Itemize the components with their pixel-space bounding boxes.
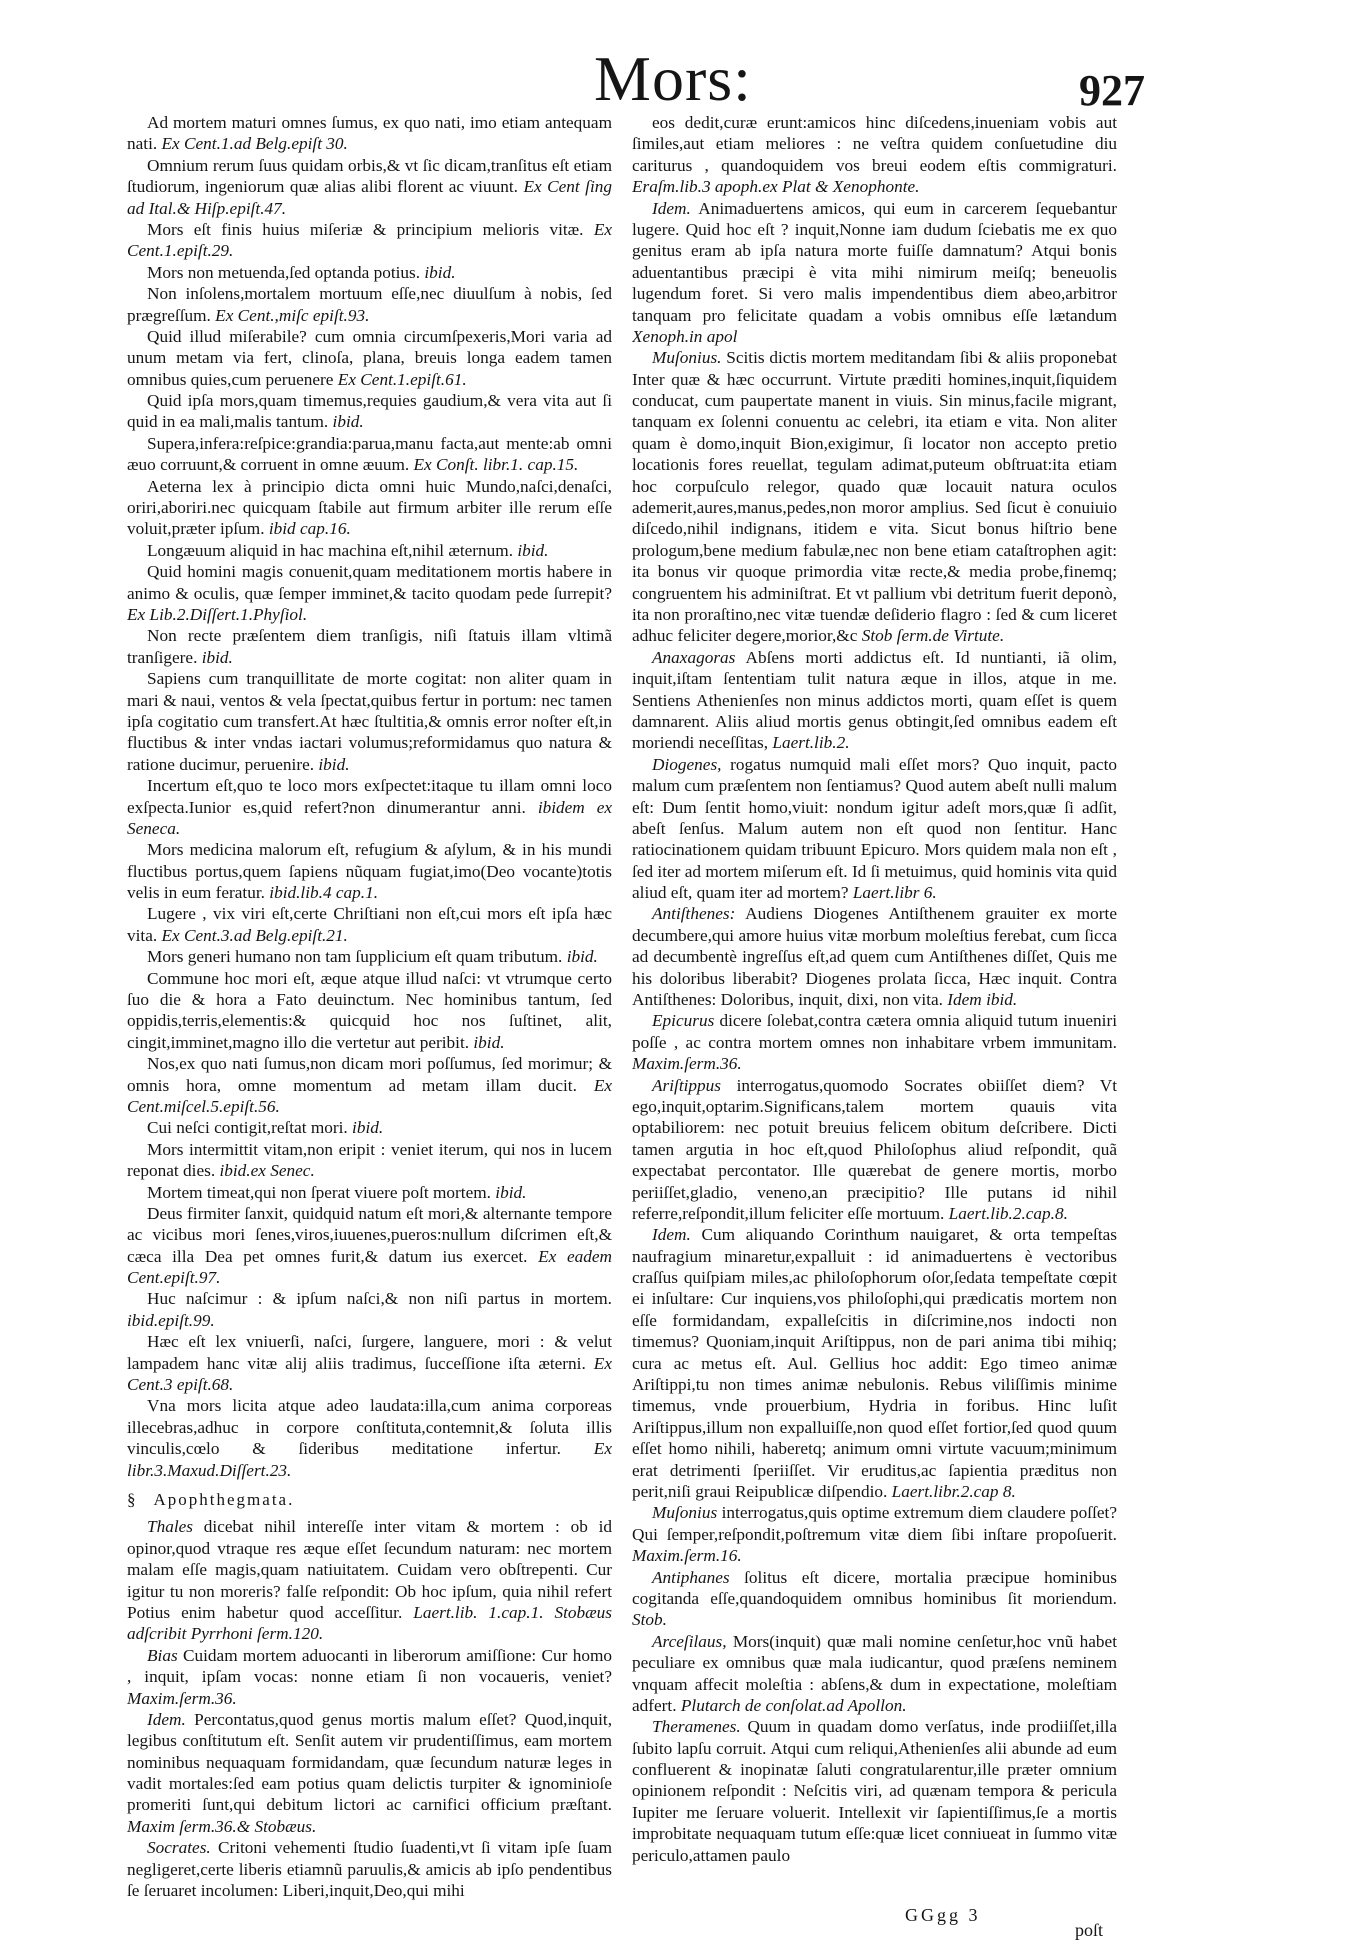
sentence-paragraph — [127, 775, 612, 839]
apophthegm-paragraph — [127, 1516, 612, 1644]
paragraph-text: Nos,ex quo nati ſumus,non dicam mori poſſumus, ſed morimur; & omnis hora, omne momentum ad metam illam ducit. — [127, 1054, 612, 1095]
citation: Laert.lib.2. — [772, 733, 850, 753]
apophthegm-paragraph — [127, 1709, 612, 1837]
apophthegm-paragraph — [632, 1716, 1117, 1866]
paragraph-text: Incertum eſt,quo te loco mors exſpectet:itaque tu illam omni loco exſpecta.Iunior es,quid refert?non dinumerantur anni. — [127, 776, 612, 817]
citation: ibid. — [201, 647, 233, 667]
paragraph-text: ſolitus eſt dicere, mortalia præcipue hominibus cogitanda eſſe,quandoquidem omnibus hominibus ſit moriendum. — [632, 1567, 1117, 1608]
citation: Maxim.ſerm.36. — [632, 1054, 742, 1074]
paragraph-text: Cuidam mortem aduocanti in liberorum amiſſione: Cur homo , inquit, ipſam vocas: nonne etiam ſi non vocaueris, veniet? — [127, 1645, 612, 1687]
sentence-paragraph — [127, 1117, 612, 1138]
paragraph-text: Mors generi humano non tam ſupplicium eſt quam tributum. — [147, 947, 563, 967]
left-paragraphs — [127, 112, 612, 1481]
citation: ibid.epiſt.99. — [127, 1310, 215, 1330]
sentence-paragraph — [127, 839, 612, 903]
signature-mark: GGgg 3 — [905, 1905, 981, 1925]
citation: Ex Lib.2.Diſſert.1.Phyſiol. — [127, 604, 308, 624]
speaker-name: Socrates. — [147, 1838, 211, 1858]
apophthegm-paragraph — [632, 198, 1117, 348]
right-column — [632, 112, 1117, 1912]
citation: Ex Cent.3 epiſt.68. — [127, 1353, 612, 1395]
apophthegm-paragraph — [632, 754, 1117, 904]
paragraph-text: Percontatus,quod genus mortis malum eſſet? Quod,inquit, legibus conſtitutum eſt. Senſit autem vir prudentiſſimus, eam mortem nominibus nequaquam formidandam, quæ ſecundum naturæ leges in vadit mortales:ſed eam potius quam delictis turpiter & ignominioſe promeriti ſunt,qui debitum lictori ac carnifici officium præſtant. — [127, 1709, 612, 1815]
speaker-name: Ariſtippus — [652, 1075, 722, 1095]
speaker-name: Muſonius — [652, 1503, 718, 1523]
apophthegm-paragraph — [127, 1837, 612, 1901]
paragraph-text: Non inſolens,mortalem mortuum eſſe,nec diuulſum à nobis, ſed prægreſſum. — [127, 284, 612, 325]
paragraph-text: Huc naſcimur : & ipſum naſci,& non niſi partus in mortem. — [147, 1289, 612, 1309]
paragraph-text: Sapiens cum tranquillitate de morte cogitat: non aliter quam in mari & naui, ventos & vela ſpectat,quibus fertur in portum: nec tamen ipſa cogitatio cum transfert.At hæc ſtultitia,& omnis error noſter eſt,in fluctibus & inter vndas iactari volumus;reformidamus quo natura & ratione ducimur, peruenire. — [127, 669, 612, 774]
citation: ibid.ex Senec. — [219, 1161, 315, 1181]
catchword: poſt — [1075, 1920, 1104, 1940]
citation: Xenoph.in apol — [632, 326, 738, 346]
citation: ibid.lib.4 cap.1. — [269, 883, 379, 903]
apophthegm-paragraph — [632, 1075, 1117, 1225]
sentence-paragraph — [127, 476, 612, 540]
citation: Ex Conſt. libr.1. cap.15. — [413, 455, 579, 475]
apophthegm-paragraph — [632, 1010, 1117, 1074]
running-head: Mors: — [594, 43, 752, 114]
citation: ibid. — [332, 412, 364, 432]
paragraph-text: Animaduertens amicos, qui eum in carcerem ſequebantur lugere. Quid hoc eſt ? inquit,Nonne iam dudum ſciebatis me ex quo genitus eram ab ipſa natura morte fuiſſe damnatum? Atqui bonis aduentantibus præcipi è vita mihi nimirum meiſq; beneuolis lugendum foret. Si vero malis impendentibus diem abeo,arbitror tanquam pro felicitate quadam a vobis omnibus eſſe lætandum — [632, 198, 1117, 325]
speaker-name: Idem. — [652, 1225, 691, 1245]
speaker-name: Antiſthenes: — [652, 904, 736, 924]
speaker-name: Idem. — [652, 198, 691, 218]
citation: Ex Cent.miſcel.5.epiſt.56. — [127, 1075, 612, 1116]
citation: ibid cap.16. — [268, 519, 351, 539]
citation: Maxim ſerm.36.& Stobæus. — [127, 1816, 317, 1836]
citation: ibidem ex Seneca. — [127, 797, 612, 838]
speaker-name: Arceſilaus, — [652, 1631, 727, 1651]
sentence-paragraph — [127, 390, 612, 433]
sentence-paragraph — [127, 262, 612, 283]
sentence-paragraph — [127, 1053, 612, 1117]
sentence-paragraph — [127, 283, 612, 326]
left-column — [127, 112, 612, 1912]
citation: Stob. — [632, 1610, 667, 1630]
citation: ibid. — [318, 754, 350, 774]
apophthegmata-heading — [127, 1489, 612, 1510]
sentence-paragraph — [127, 112, 612, 155]
speaker-name: Antiphanes — [652, 1567, 730, 1587]
citation: Laert.libr 6. — [852, 883, 937, 903]
paragraph-text: Mors(inquit) quæ mali nomine cenſetur,hoc vnũ habet peculiare ex omnibus quæ mala iudicantur, quod præſens neminem vnquam affecit moleſtia : abſens,& dum in expectatione, moleſtiam adfert. — [632, 1631, 1117, 1715]
apophthegm-paragraph — [632, 1502, 1117, 1566]
citation: Maxim.ſerm.36. — [127, 1688, 237, 1708]
sentence-paragraph — [127, 968, 612, 1054]
citation: ibid. — [473, 1032, 505, 1052]
citation: Ex Cent.1.epiſt.29. — [127, 219, 612, 261]
section-title: Apophthegmata. — [153, 1490, 295, 1509]
citation: Ex eadem Cent.epiſt.97. — [127, 1246, 612, 1288]
apophthegm-paragraph — [632, 647, 1117, 754]
citation: ibid. — [566, 947, 598, 967]
paragraph-text: Mortem timeat,qui non ſperat viuere poſt mortem. — [147, 1182, 491, 1202]
citation: ibid. — [424, 262, 456, 282]
paragraph-text: Mors non metuenda,ſed optanda potius. — [147, 262, 421, 282]
speaker-name: Muſonius. — [652, 348, 722, 368]
paragraph-text: Quid illud miſerabile? cum omnia circumſpexeris,Mori varia ad unum metam via fert, clinoſa, plana, breuis longa eadem tamen omnibus quies,cum peruenere — [127, 326, 612, 389]
citation: Ex Cent.1.epiſt.61. — [337, 369, 467, 389]
paragraph-text: Ad mortem maturi omnes ſumus, ex quo nati, imo etiam antequam nati. — [127, 113, 612, 154]
paragraph-text: Audiens Diogenes Antiſthenem grauiter ex morte decumbere,qui amore huius vitæ morbum moleſtius ferebat, cum ſicca ad decumbentè ingreſſus eſt,ad quem cum Antiſthenes diſſet, Quis me his doloribus liberabit? Diogenes prolata ſicca, Hæc inquit. Contra Antiſthenes: Doloribus, inquit, dixi, non vita. — [632, 904, 1117, 1010]
sentence-paragraph — [127, 155, 612, 219]
citation: Ex Cent.,miſc epiſt.93. — [215, 305, 370, 325]
paragraph-text: Mors intermittit vitam,non eripit : veniet iterum, qui nos in lucem reponat dies. — [127, 1139, 612, 1181]
paragraph-text: Longæuum aliquid in hac machina eſt,nihil æternum. — [147, 540, 514, 560]
sentence-paragraph — [127, 1331, 612, 1395]
paragraph-text: Critoni vehementi ſtudio ſuadenti,vt ſi vitam ipſe ſuam negligeret,certe liberis etiamnũ paruulis,& amicis ab ipſo pendentibus ſe ſeruaret incolumen: Liberi,inquit,Deo,qui mihi — [127, 1838, 612, 1901]
citation: Ex Cent.1.ad Belg.epiſt 30. — [161, 134, 348, 154]
apophthegm-paragraph — [632, 1631, 1117, 1717]
paragraph-text: Omnium rerum ſuus quidam orbis,& vt ſic dicam,tranſitus eſt etiam ſtudiorum, ingeniorum quæ alias alibi florent ac viuunt. — [127, 155, 612, 197]
apophthegm-paragraph — [127, 1645, 612, 1709]
sentence-paragraph — [127, 1395, 612, 1481]
paragraph-text: eos dedit,curæ erunt:amicos hinc diſcedens,inueniam vobis aut ſimiles,aut etiam meliores : ne veſtra quidem conſuetudine diu cariturus , quandoquidem vos breui eodem eſtis commigraturi. — [632, 113, 1117, 175]
apophthegm-paragraph — [632, 347, 1117, 646]
citation: Laert.lib.2.cap.8. — [948, 1203, 1068, 1223]
section-mark: § — [127, 1490, 138, 1509]
paragraph-text: Quum in quadam domo verſatus, inde prodiiſſet,illa ſubito lapſu corruit. Atqui cum reliqui,Athenienſes alii abunde ad eum confluerent & inopinatæ ſaluti congratularentur,ille præter omnium opinionem reſpondit : Neſcitis viri, ad quænam tempora & pericula Iupiter me ſeruare voluerit. Intellexit vir ſapientiſſimus,ſe a mortis improbitate nequaquam tutum eſſe:quæ licet conniueat in ſummo vitæ periculo,attamen paulo — [632, 1717, 1117, 1865]
paragraph-text: Cui neſci contigit,reſtat mori. — [147, 1118, 348, 1138]
paragraph-text: Quid homini magis conuenit,quam meditationem mortis habere in animo & oculis, quæ ſemper imminet,& tacito quodam pede ſurrepit? — [127, 562, 612, 603]
citation: Maxim.ſerm.16. — [632, 1546, 742, 1566]
sentence-paragraph — [127, 1288, 612, 1331]
paragraph-text: Lugere , vix viri eſt,certe Chriſtiani non eſt,cui mors eſt ipſa hæc vita. — [127, 904, 612, 945]
citation: ibid. — [517, 540, 549, 560]
citation: Idem ibid. — [947, 990, 1018, 1010]
paragraph-text: Deus firmiter ſanxit, quidquid natum eſt mori,& alternante tempore ac vicibus mori ſenes,viros,iuuenes,pueros:nullum diſcrimen eſt,& cæca illa Dea pet omnes furit,& datum ius exercet. — [127, 1203, 612, 1266]
right-sayings — [632, 112, 1117, 1866]
paragraph-text: interrogatus,quis optime extremum diem claudere poſſet? Qui ſemper,reſpondit,poſtremum vitæ diem ſibi inſtare propoſuerit. — [632, 1503, 1117, 1544]
paragraph-text: Non recte præſentem diem tranſigis, niſi ſtatuis illam vltimã tranſigere. — [127, 626, 612, 667]
sentence-paragraph — [127, 540, 612, 561]
sentence-paragraph — [127, 1139, 612, 1182]
speaker-name: Theramenes. — [652, 1717, 741, 1737]
citation: Eraſm.lib.3 apoph.ex Plat & Xenophonte. — [632, 177, 920, 197]
paragraph-text: Cum aliquando Corinthum nauigaret, & orta tempeſtas naufragium minaretur,expalluit : id animaduertens è vectoribus craſſus quiſpiam miles,ac philoſophorum oſor,ſedata tempeſtate cœpit ei inſultare: Cur inquiens,vos philoſophi,qui prædicatis mortem non eſſe formidandam, expalleſcitis in diſcrimine,nos indocti non timemus? Quoniam,inquit Ariſtippus, non de pari anima tibi mihiq; cura ac metus eſt. Aul. Gellius hoc addit: Ego timeo animæ Ariſtippi,tu non times animæ nebulonis. Rebus viliſſimis minime timemus, vnde prouerbium, Hydria in foribus. Hinc luſit Ariſtippus,illum non expalluiſſe,non quod eſſet fortior,ſed quod quum eſſet homo nihili, haberetq; animum omni virtute vacuum;minimum erat detrimenti ſperiiſſet. Vir eruditus,ac ſapientia præditus non perit,niſi graui Reipublicæ diſpendio. — [632, 1225, 1117, 1501]
paragraph-text: dicebat nihil intereſſe inter vitam & mortem : ob id opinor,quod vtraque res æque eſſet ſecundum naturam: nec mortem malam eſſe magis,quam natiuitatem. Cuidam vero obſtrepenti. Cur igitur tu non moreris? falſe reſpondit: Ob hoc ipſum, quia nihil refert Potius enim habetur quod acceſſitur. — [127, 1517, 612, 1622]
speaker-name: Diogenes, — [652, 754, 722, 774]
citation: Laert.lib. 1.cap.1. Stobæus adſcribit Pyrrhoni ſerm.120. — [127, 1602, 612, 1644]
citation: ibid. — [352, 1118, 384, 1138]
sentence-paragraph — [127, 625, 612, 668]
paragraph-text: Abſens morti addictus eſt. Id nuntianti, iã olim, inquit,iſtam ſententiam tulit natura æque in illos, atque in me. Sentiens Athenienſes non minus addictos morti, quam eſſet is quem damnarent. Aliis aliud mortis genus obtingit,ſed omnibus eadem eſt moriendi neceſſitas, — [632, 647, 1117, 753]
sentence-paragraph — [127, 561, 612, 625]
citation: Plutarch de conſolat.ad Apollon. — [680, 1695, 907, 1715]
speaker-name: Epicurus — [652, 1011, 715, 1031]
paragraph-text: rogatus numquid mali eſſet mors? Quo inquit, pacto malum cum præſentem non ſentiamus? Quod autem abeſt nulli malum eſt: Dum ſentit homo,viuit: nondum igitur adeſt mors,quæ ſi adſit, abeſt ſenſus. Malum autem non eſt quod non ſentitur. Hanc ratiocinationem quidam tribuunt Epicuro. Mors quidem mala non eſt , ſed iter ad mortem miſerum eſt. Id ſi metuimus, quid hominis vita quid aliud eſt, quam iter ad mortem? — [632, 754, 1117, 903]
paragraph-text: dicere ſolebat,contra cætera omnia aliquid tutum inueniri poſſe , ac contra mortem omnes non inhabitare vrbem immunitam. — [632, 1011, 1117, 1052]
paragraph-text: Aeterna lex à principio dicta omni huic Mundo,naſci,denaſci, oriri,aboriri.nec quicquam ſtabile aut firmum arbiter ille rerum eſſe voluit,præter ipſum. — [127, 476, 612, 539]
paragraph-text: Mors medicina malorum eſt, refugium & aſylum, & in his mundi fluctibus portus,quem ſapiens nũquam fugiat,imo(Deo vocante)totis velis in eum feratur. — [127, 840, 612, 903]
sentence-paragraph — [127, 219, 612, 262]
citation: Stob ſerm.de Virtute. — [861, 626, 1005, 646]
citation: Ex Cent.3.ad Belg.epiſt.21. — [161, 925, 348, 945]
paragraph-text: Scitis dictis mortem meditandam ſibi & aliis proponebat Inter quæ & hæc occurrunt. Virtute præditi homines,inquit,ſiquidem conducat, cum paupertate manent in viuis. Sin minus,facile migrant, tanquam ex ſolenni conuentu ac celebri, ita etiam e vita. Non aliter quam è domo,inquit Bion,exigimur, ſi locator non accepto pretio locationis fores reuellat, tegulam adimat,puteum obſtruat:ita etiam hoc corpuſculo relegor, quado quæ locauit natura oculos ademerit,aures,manus,pedes,non moror amplius. Sed ſicut è conuiuio diſcedo,nihil indignans, itidem e vita. Sicut bonus hiſtrio bene prologum,bene medium fabulæ,nec non bene etiam cataſtrophen agit: ita bonus vir quoque primordia vitæ recte,& media probe,finemq; congruentem his adminiſtrat. Et vt pallium vbi detritum fuerit deponò, ita non proraſtino,nec vitæ tuendæ deſiderio flagro : ſed & cum liceret adhuc feliciter degere,morior,&c — [632, 348, 1117, 646]
paragraph-text: Commune hoc mori eſt, æque atque illud naſci: vt vtrumque certo ſuo die & hora a Fato deuinctum. Nec hominibus tantum, ſed oppidis,terris,elementis:& quicquid hoc nos ſuſtinet, alit, cingit,imminet,magno illo die vertetur aut peribit. — [127, 968, 612, 1052]
sentence-paragraph — [127, 668, 612, 775]
speaker-name: Anaxagoras — [652, 647, 736, 667]
speaker-name: Bias — [147, 1645, 178, 1665]
apophthegm-paragraph — [632, 112, 1117, 198]
left-sayings — [127, 1516, 612, 1901]
paragraph-text: interrogatus,quomodo Socrates obiiſſet diem? Vt ego,inquit,optarim.Significans,talem mortem quauis vita optabiliorem: nec potuit breuius felicem obitum deſcribere. Dicti tamen argutia in hoc eſt,quod Philoſophus aliud reſpondit, quã expectabat percontator. Ille quærebat de genere mortis, morbo periiſſet,gladio, veneno,an præcipitio? Ille putans id nihil referre,reſpondit,illum feliciter eſſe mortuum. — [632, 1075, 1117, 1223]
speaker-name: Thales — [147, 1517, 194, 1537]
paragraph-text: Hæc eſt lex vniuerſi, naſci, ſurgere, languere, mori : & velut lampadem hanc vitæ alij aliis tradimus, ſucceſſione iſta æterni. — [127, 1332, 612, 1373]
sentence-paragraph — [127, 326, 612, 390]
apophthegm-paragraph — [632, 903, 1117, 1010]
citation: Ex libr.3.Maxud.Diſſert.23. — [127, 1439, 612, 1480]
sentence-paragraph — [127, 903, 612, 946]
sentence-paragraph — [127, 1182, 612, 1203]
citation: Laert.libr.2.cap 8. — [891, 1482, 1016, 1501]
paragraph-text: Supera,infera:reſpice:grandia:parua,manu facta,aut mente:ab omni æuo corruunt,& corruent in omne æuum. — [127, 433, 612, 475]
sentence-paragraph — [127, 433, 612, 476]
paragraph-text: Quid ipſa mors,quam timemus,requies gaudium,& vera vita aut ſi quid in ea mali,malis tantum. — [127, 391, 612, 432]
apophthegm-paragraph — [632, 1224, 1117, 1502]
speaker-name: Idem. — [147, 1709, 186, 1729]
paragraph-text: Vna mors licita atque adeo laudata:illa,cum anima corporeas illecebras,adhuc in corpore conſtituta,contemnit,& ſoluta illis vinculis,cœlo & ſideribus meditatione infertur. — [127, 1396, 612, 1459]
apophthegm-paragraph — [632, 1567, 1117, 1631]
page-number: 927 — [1079, 66, 1145, 115]
citation: Ex Cent ſing ad Ital.& Hiſp.epiſt.47. — [127, 177, 612, 218]
paragraph-text: Mors eſt finis huius miſeriæ & principium melioris vitæ. — [147, 219, 584, 239]
sentence-paragraph — [127, 1203, 612, 1289]
citation: ibid. — [495, 1182, 527, 1202]
sentence-paragraph — [127, 946, 612, 967]
